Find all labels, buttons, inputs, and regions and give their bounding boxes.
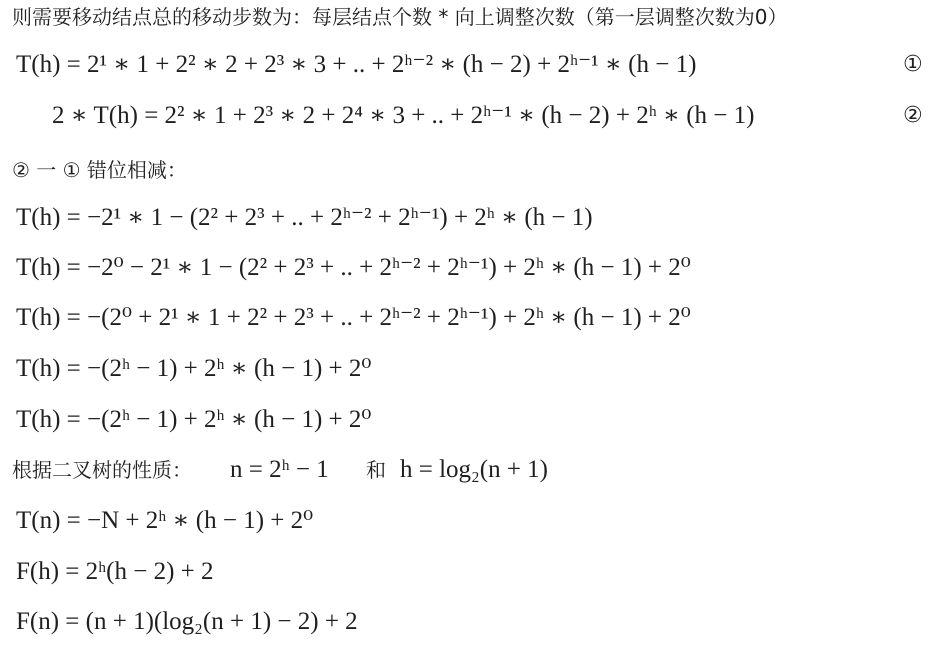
step-1: T(h) = −2¹ ∗ 1 − (2² + 2³ + .. + 2ʰ⁻² + 2ʰ⁻¹) + 2ʰ ∗ (h − 1)	[16, 204, 593, 231]
property-row	[0, 450, 946, 490]
result-fn: F(n) = (n + 1)(log₂(n + 1) − 2) + 2	[16, 608, 358, 635]
property-and: 和	[366, 458, 386, 482]
equation-row-2	[0, 96, 946, 136]
result-fh: F(h) = 2ʰ(h − 2) + 2	[16, 558, 214, 585]
step-2: T(h) = −2⁰ − 2¹ ∗ 1 − (2² + 2³ + .. + 2ʰ⁻² + 2ʰ⁻¹) + 2ʰ ∗ (h − 1) + 2⁰	[16, 254, 691, 281]
property-label: 根据二叉树的性质：	[12, 458, 192, 482]
subtract-label: ② 一 ① 错位相减：	[12, 158, 187, 182]
property-h: h = log₂(n + 1)	[400, 456, 549, 483]
equation-2: 2 ∗ T(h) = 2² ∗ 1 + 2³ ∗ 2 + 2⁴ ∗ 3 + .. + 2ʰ⁻¹ ∗ (h − 2) + 2ʰ ∗ (h − 1)	[52, 102, 755, 129]
intro-text: 则需要移动结点总的移动步数为：每层结点个数 * 向上调整次数（第一层调整次数为0）	[12, 5, 788, 29]
result-tn: T(n) = −N + 2ʰ ∗ (h − 1) + 2⁰	[16, 507, 314, 534]
equation-2-marker: ②	[903, 103, 923, 128]
equation-1: T(h) = 2¹ ∗ 1 + 2² ∗ 2 + 2³ ∗ 3 + .. + 2ʰ⁻² ∗ (h − 2) + 2ʰ⁻¹ ∗ (h − 1)	[16, 51, 697, 78]
equation-1-marker: ①	[903, 52, 923, 77]
property-n: n = 2ʰ − 1	[230, 456, 329, 483]
step-5: T(h) = −(2ʰ − 1) + 2ʰ ∗ (h − 1) + 2⁰	[16, 406, 372, 433]
step-4: T(h) = −(2ʰ − 1) + 2ʰ ∗ (h − 1) + 2⁰	[16, 355, 372, 382]
step-3: T(h) = −(2⁰ + 2¹ ∗ 1 + 2² + 2³ + .. + 2ʰ⁻² + 2ʰ⁻¹) + 2ʰ ∗ (h − 1) + 2⁰	[16, 304, 691, 331]
equation-row-1	[0, 45, 946, 85]
